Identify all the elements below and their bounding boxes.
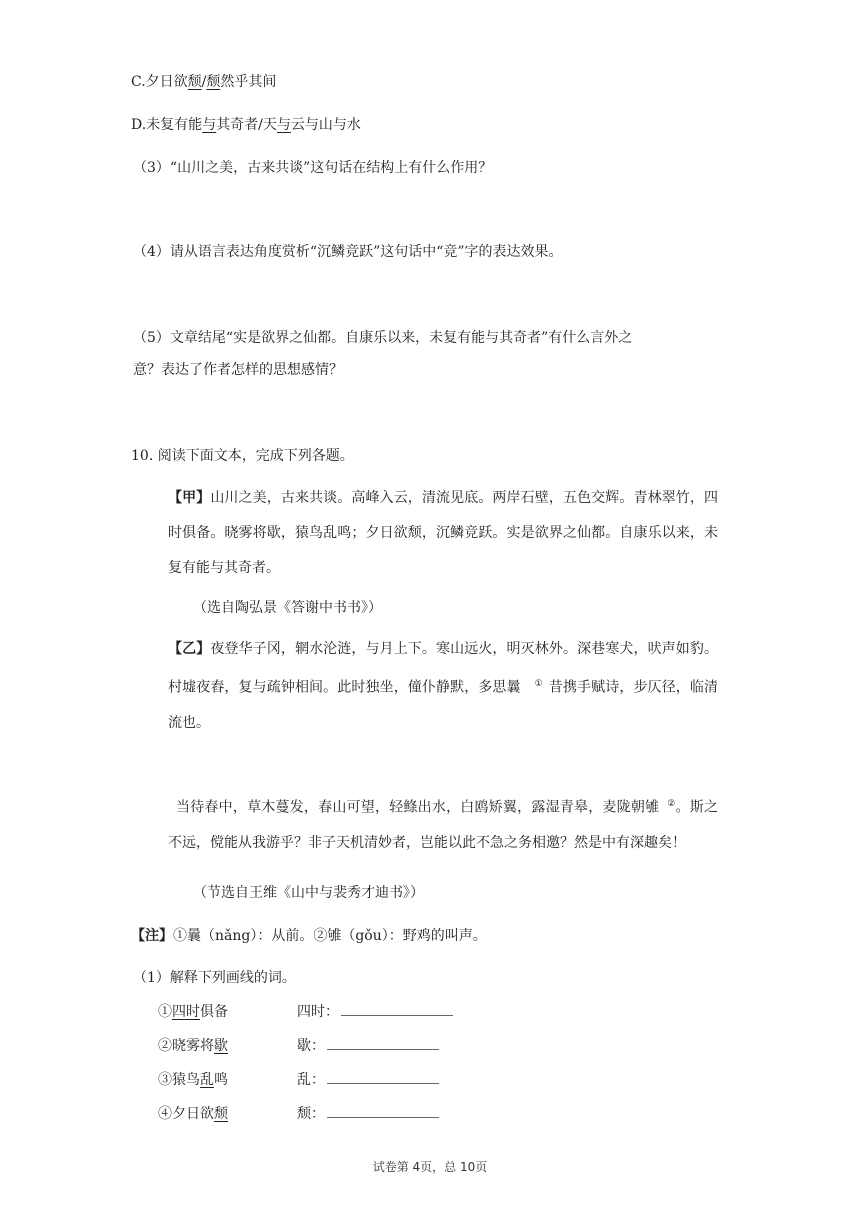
- vocab-row-4-answer-blank[interactable]: [327, 1105, 439, 1118]
- vocab-row-1-number: ①: [158, 1004, 172, 1020]
- footnote-1-marker: ①: [534, 679, 543, 689]
- passage-jia-text: 山川之美，古来共谈。高峰入云，清流见底。两岸石壁，五色交辉。青林翠竹，四时俱备。晓雾将歇，猿鸟乱鸣；夕日欲颓，沉鳞竞跃。实是欲界之仙都。自康乐以来，未复有能与其奇者。: [168, 490, 719, 576]
- vocab-row-4-label: 颓：: [297, 1106, 325, 1122]
- vocab-row-2-answer-blank[interactable]: [327, 1037, 439, 1050]
- question-3: （3）“山川之美，古来共谈”这句话在结构上有什么作用？: [133, 160, 493, 176]
- question-5-line-2: 意？表达了作者怎样的思想感情？: [133, 362, 343, 378]
- passage-yi-p1-text-b: 昔携手赋诗，步仄径，临清流也。: [168, 679, 719, 731]
- sub-question-1-title: （1）解释下列画线的词。: [133, 970, 296, 986]
- vocab-row-2-answer: [297, 1036, 439, 1056]
- passage-jia-tag: 【甲】: [168, 490, 211, 506]
- vocab-row-1-post: 俱备: [200, 1004, 228, 1020]
- vocab-row-4-underlined-word: 颓: [214, 1106, 228, 1122]
- annotation-note: [131, 926, 487, 946]
- vocab-row-1: [158, 1002, 228, 1022]
- option-c-prefix: C.夕日欲: [131, 74, 188, 90]
- vocab-row-1-underlined-word: 四时: [172, 1004, 200, 1020]
- page-footer: 试卷第 4页，总 10页: [372, 1160, 488, 1174]
- passage-yi-paragraph-1: [168, 632, 718, 741]
- vocab-row-3-underlined-word: 乱: [200, 1072, 214, 1088]
- question-10-heading: 10. 阅读下面文本，完成下列各题。: [131, 448, 354, 464]
- option-d-prefix: D.未复有能: [131, 117, 203, 133]
- vocab-row-2-label: 歇：: [297, 1038, 325, 1054]
- option-c-underlined-word-1: 颓: [187, 74, 202, 90]
- option-d-underlined-word-1: 与: [202, 117, 217, 133]
- passage-yi-p2-text-b: 。斯之不远，傥能从我游乎？非子天机清妙者，岂能以此不急之务相邀？然是中有深趣矣！: [168, 799, 719, 851]
- vocab-row-4-number: ④: [158, 1106, 172, 1122]
- vocab-row-4-pre: 夕日欲: [172, 1106, 214, 1122]
- vocab-row-1-label: 四时：: [297, 1004, 339, 1020]
- passage-yi-p2-text-a: 当待春中，草木蔓发，春山可望，轻鲦出水，白鸥矫翼，露湿青皋，麦陇朝雊: [176, 799, 660, 816]
- question-4: （4）请从语言表达角度赏析“沉鳞竞跃”这句话中“竞”字的表达效果。: [133, 244, 563, 260]
- footnote-2-marker: ②: [667, 799, 676, 809]
- annotation-note-text: ①曩（nǎng）：从前。②雊（gǒu）：野鸡的叫声。: [173, 928, 487, 944]
- vocab-row-3-post: 鸣: [214, 1072, 228, 1088]
- vocab-row-3-answer-blank[interactable]: [327, 1071, 439, 1084]
- vocab-row-3-answer: [297, 1070, 439, 1090]
- vocab-row-2-underlined-word: 歇: [214, 1038, 228, 1054]
- vocab-row-4-answer: [297, 1104, 439, 1124]
- vocab-row-1-answer-blank[interactable]: [341, 1003, 453, 1016]
- vocab-row-3-label: 乱：: [297, 1072, 325, 1088]
- vocab-row-2-pre: 晓雾将: [172, 1038, 214, 1054]
- vocab-row-2-number: ②: [158, 1038, 172, 1054]
- option-c-separator: /: [201, 74, 207, 90]
- question-5-line-1: （5）文章结尾“实是欲界之仙都。自康乐以来，未复有能与其奇者”有什么言外之: [133, 330, 633, 346]
- vocab-row-4: [158, 1104, 228, 1124]
- vocab-row-3-pre: 猿鸟: [172, 1072, 200, 1088]
- vocab-row-3-number: ③: [158, 1072, 172, 1088]
- vocab-row-3: [158, 1070, 228, 1090]
- option-c: [131, 72, 276, 92]
- option-d-underlined-word-2: 与: [276, 117, 291, 133]
- vocab-row-1-answer: [297, 1002, 453, 1022]
- passage-jia: [168, 481, 718, 586]
- option-c-rest: 然乎其间: [220, 74, 277, 90]
- passage-yi-paragraph-2: [168, 787, 718, 861]
- option-d-rest: 云与山与水: [290, 117, 361, 133]
- passage-jia-source: （选自陶弘景《答谢中书书》）: [193, 600, 382, 616]
- option-c-underlined-word-2: 颓: [206, 74, 221, 90]
- passage-yi-p1-text-a: 夜登华子冈，辋水沦涟，与月上下。寒山远火，明灭林外。深巷寒犬，吠声如豹。村墟夜舂，复与疏钟相间。此时独坐，僮仆静默，多思曩: [168, 641, 719, 696]
- passage-yi-source: （节选自王维《山中与裴秀才迪书》）: [193, 885, 424, 901]
- vocab-row-2: [158, 1036, 228, 1056]
- option-d-middle: 其奇者/天: [216, 117, 277, 133]
- option-d: [131, 115, 361, 135]
- passage-yi-tag: 【乙】: [168, 641, 211, 657]
- annotation-note-tag: 【注】: [131, 928, 173, 944]
